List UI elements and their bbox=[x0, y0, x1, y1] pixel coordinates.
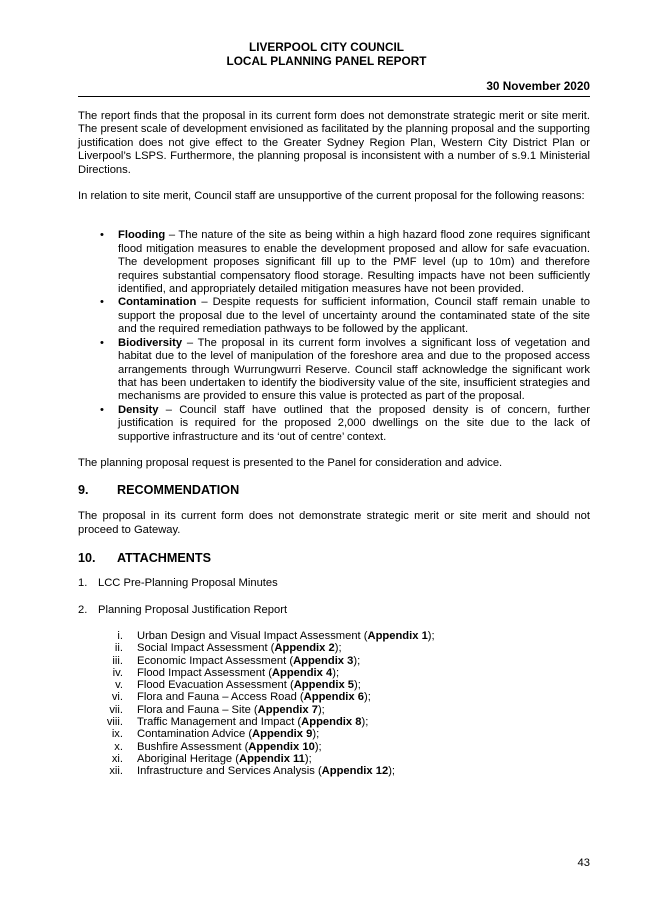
item-number: vi. bbox=[111, 691, 123, 704]
bullet-text: – The proposal in its current form involves a significant loss of vegetation and habitat due to the level of manipulation of the foreshore area and due to the proposed access arrangements through Wurrungwurri Reserve. Council staff acknowledge the significant work that has been undertaken to identify the biodiversity value of the site, insufficient strategies and mechanisms are provided to ensure this value is protected as part of the proposal. bbox=[118, 336, 590, 403]
site-merit-reasons-list bbox=[78, 229, 590, 444]
appendix-ref: Appendix 11 bbox=[238, 752, 305, 765]
item-number: v. bbox=[115, 679, 123, 692]
item-number: xii. bbox=[109, 765, 123, 778]
item-number: xi. bbox=[111, 752, 123, 765]
appendix-ref: Appendix 5 bbox=[293, 679, 354, 692]
item-text: Economic Impact Assessment ( bbox=[137, 654, 294, 667]
appendix-ref: Appendix 4 bbox=[271, 666, 333, 679]
section-title: ATTACHMENTS bbox=[117, 551, 211, 566]
appendix-item bbox=[78, 765, 590, 777]
section-title: RECOMMENDATION bbox=[117, 483, 240, 498]
item-tail: ); bbox=[388, 765, 396, 778]
item-text: Flora and Fauna – Site ( bbox=[137, 703, 258, 716]
item-number: iii. bbox=[112, 654, 123, 667]
appendix-item bbox=[78, 716, 590, 728]
closing-paragraph: The planning proposal request is presented to the Panel for consideration and advice. bbox=[78, 456, 503, 469]
item-number: ii. bbox=[114, 642, 123, 655]
item-text: Flood Evacuation Assessment ( bbox=[137, 679, 294, 692]
appendix-item bbox=[78, 753, 590, 765]
item-number: i. bbox=[117, 629, 123, 642]
list-item-density bbox=[78, 404, 590, 444]
bullet-text: – The nature of the site as being within a high hazard flood zone requires significant flood mitigation measures to enable the development proposed and allow for safe evacuation. The development proposes significant fill up to the PMF level (up to 10m) and therefore requires substantial compensatory flood storage. Resulting impacts have not been sufficiently identified, and appropriately detailed mitigation measures have not been provided. bbox=[118, 229, 590, 296]
item-text: Infrastructure and Services Analysis ( bbox=[137, 765, 322, 778]
appendix-item bbox=[78, 630, 590, 642]
council-name: LIVERPOOL CITY COUNCIL bbox=[249, 40, 404, 54]
item-text: Traffic Management and Impact ( bbox=[137, 716, 302, 729]
bullet-text: – Despite requests for sufficient information, Council staff remain unable to support the proposal due to the level of uncertainty around the contaminated state of the site and the required remediation pathways to be followed by the applicant. bbox=[118, 296, 590, 336]
section-number: 10. bbox=[78, 551, 96, 566]
item-text: LCC Pre-Planning Proposal Minutes bbox=[98, 577, 278, 590]
report-date: 30 November 2020 bbox=[486, 79, 590, 93]
section-heading-recommendation bbox=[78, 483, 590, 498]
appendix-item bbox=[78, 667, 590, 679]
item-text: Contamination Advice ( bbox=[137, 728, 253, 741]
bullet-term: Density bbox=[118, 403, 159, 416]
bullet-icon: • bbox=[100, 336, 104, 349]
list-item-contamination bbox=[78, 296, 590, 336]
report-header bbox=[0, 40, 653, 68]
appendix-ref: Appendix 2 bbox=[274, 642, 335, 655]
report-title: LOCAL PLANNING PANEL REPORT bbox=[226, 54, 427, 68]
item-text: Planning Proposal Justification Report bbox=[98, 603, 288, 616]
item-number: ix. bbox=[111, 728, 123, 741]
appendix-item bbox=[78, 679, 590, 691]
recommendation-text: The proposal in its current form does not demonstrate strategic merit or site merit and should not proceed to Gateway. bbox=[78, 510, 590, 536]
item-tail: ); bbox=[304, 752, 312, 765]
appendix-ref: Appendix 6 bbox=[303, 691, 364, 704]
bullet-term: Flooding bbox=[118, 229, 166, 242]
item-text: Bushfire Assessment ( bbox=[137, 740, 249, 753]
appendix-ref: Appendix 7 bbox=[257, 703, 318, 716]
appendix-ref: Appendix 12 bbox=[321, 765, 389, 778]
appendix-item bbox=[78, 691, 590, 703]
item-tail: ); bbox=[317, 703, 325, 716]
page-body bbox=[78, 110, 590, 778]
list-item bbox=[78, 604, 590, 617]
bullet-icon: • bbox=[100, 229, 104, 242]
bullet-text: – Council staff have outlined that the proposed density is of concern, further justification is required for the proposed 2,000 dwellings on the site due to the lack of supportive infrastructure and its ‘out of centre’ context. bbox=[118, 403, 590, 443]
appendix-ref: Appendix 9 bbox=[252, 728, 313, 741]
attachments-list bbox=[78, 577, 590, 617]
section-heading-attachments bbox=[78, 551, 590, 566]
bullet-term: Contamination bbox=[118, 296, 197, 309]
appendix-ref: Appendix 10 bbox=[248, 740, 315, 753]
appendix-ref: Appendix 3 bbox=[293, 654, 354, 667]
bullet-icon: • bbox=[100, 403, 104, 416]
item-text: Flora and Fauna – Access Road ( bbox=[137, 691, 304, 704]
item-text: Aboriginal Heritage ( bbox=[137, 752, 239, 765]
list-item bbox=[78, 577, 590, 590]
item-tail: ); bbox=[363, 691, 371, 704]
intro-paragraph-1: The report finds that the proposal in its current form does not demonstrate strategic merit or site merit. The present scale of development envisioned as facilitated by the planning proposal and the supporting justification does not give effect to the Greater Sydney Region Plan, Western City District Plan or Liverpool’s LSPS. Furthermore, the planning proposal is inconsistent with a number of s.9.1 Ministerial Directions. bbox=[78, 110, 590, 176]
item-number: 1. bbox=[78, 577, 88, 590]
appendix-item bbox=[78, 741, 590, 753]
appendix-item bbox=[78, 728, 590, 740]
item-tail: ); bbox=[332, 666, 340, 679]
item-tail: ); bbox=[353, 654, 361, 667]
bullet-icon: • bbox=[100, 296, 104, 309]
item-tail: ); bbox=[361, 716, 369, 729]
item-number: iv. bbox=[112, 666, 123, 679]
item-tail: ); bbox=[427, 629, 435, 642]
item-text: Flood Impact Assessment ( bbox=[137, 666, 272, 679]
item-tail: ); bbox=[314, 740, 322, 753]
appendix-item bbox=[78, 704, 590, 716]
section-number: 9. bbox=[78, 483, 89, 498]
item-text: Urban Design and Visual Impact Assessment ( bbox=[137, 629, 368, 642]
item-number: 2. bbox=[78, 603, 88, 616]
header-divider bbox=[78, 96, 590, 97]
item-number: x. bbox=[114, 740, 123, 753]
list-item-biodiversity bbox=[78, 337, 590, 404]
item-text: Social Impact Assessment ( bbox=[137, 642, 275, 655]
appendix-item bbox=[78, 642, 590, 654]
bullet-term: Biodiversity bbox=[118, 336, 183, 349]
intro-paragraph-2: In relation to site merit, Council staff are unsupportive of the current proposal for the following reasons: bbox=[78, 190, 585, 203]
list-item-flooding bbox=[78, 229, 590, 296]
appendix-ref: Appendix 1 bbox=[367, 629, 428, 642]
appendix-item bbox=[78, 655, 590, 667]
item-number: vii. bbox=[109, 703, 123, 716]
item-tail: ); bbox=[312, 728, 320, 741]
item-number: viii. bbox=[106, 716, 123, 729]
item-tail: ); bbox=[334, 642, 342, 655]
page-number: 43 bbox=[577, 857, 590, 869]
appendix-ref: Appendix 8 bbox=[301, 716, 362, 729]
item-tail: ); bbox=[354, 679, 361, 692]
appendices-list bbox=[78, 630, 590, 778]
